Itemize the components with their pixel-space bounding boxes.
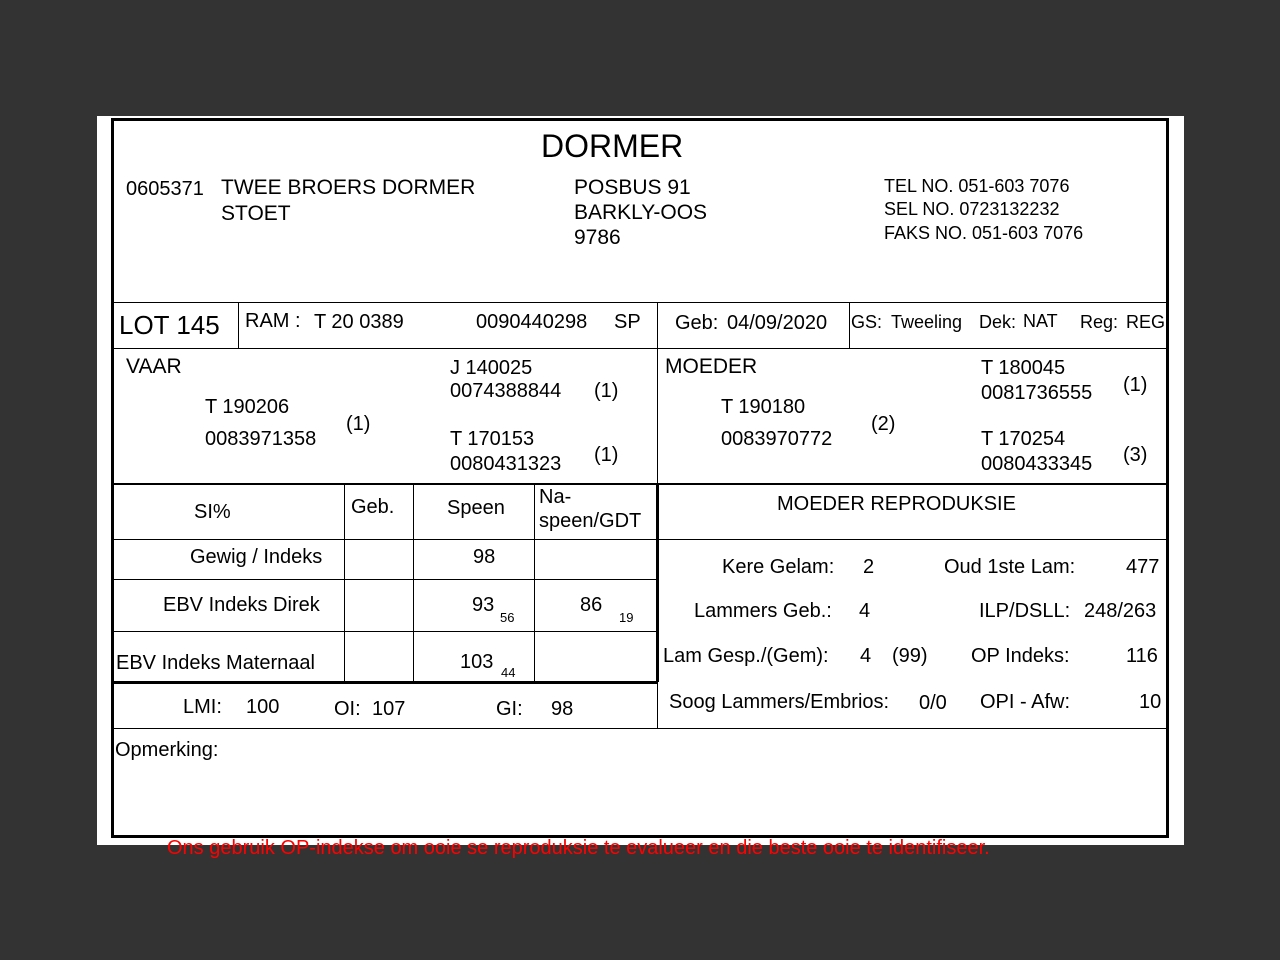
registration-label: Reg:	[1080, 312, 1119, 332]
lambs-born-label: Lammers Geb.:	[694, 600, 832, 622]
gi-value: 98	[551, 698, 574, 720]
lambs-weaned-average: (99)	[892, 645, 928, 667]
oi-label: OI:	[334, 698, 361, 720]
sire-number: 0083971358	[205, 428, 317, 450]
row-label-ebv-maternal: EBV Indeks Maternaal	[116, 652, 315, 674]
mating-value: NAT	[1023, 311, 1058, 331]
ebv-direct-weaning: 93	[472, 594, 495, 616]
lmi-value: 100	[246, 696, 280, 718]
divider-line	[114, 348, 1166, 349]
lot-card	[111, 118, 1169, 838]
fax-number: FAKS NO. 051-603 7076	[884, 223, 1084, 243]
sire-dam-number: 0080431323	[450, 453, 562, 475]
ram-label: RAM :	[245, 310, 301, 332]
ebv-maternal-weaning: 103	[460, 651, 494, 673]
address-line-2: BARKLY-OOS	[574, 201, 708, 224]
ebv-maternal-weaning-accuracy: 44	[501, 665, 516, 680]
dam-sire-number: 0081736555	[981, 382, 1093, 404]
ebv-direct-post-weaning: 86	[580, 594, 603, 616]
birth-status: Tweeling	[891, 312, 963, 332]
divider-line	[238, 302, 239, 348]
divider-line	[114, 579, 657, 580]
si-header: SI%	[194, 501, 231, 523]
times-lambed-label: Kere Gelam:	[722, 556, 835, 578]
dam-reproduction-title: MOEDER REPRODUKSIE	[777, 493, 1016, 515]
breeder-number: 0605371	[126, 178, 204, 200]
sire-label: VAAR	[126, 355, 182, 378]
sire-grade: (1)	[346, 413, 371, 435]
divider-line	[413, 483, 414, 682]
catalogue-sheet	[97, 116, 1184, 859]
weight-index-weaning: 98	[473, 546, 496, 568]
sire-id: T 190206	[205, 396, 290, 418]
sire-dam-id: T 170153	[450, 428, 535, 450]
divider-line	[657, 302, 658, 348]
lambs-weaned-label: Lam Gesp./(Gem):	[663, 645, 829, 667]
cell-number: SEL NO. 0723132232	[884, 199, 1060, 219]
dam-dam-id: T 170254	[981, 428, 1066, 450]
row-label-ebv-direct: EBV Indeks Direk	[163, 594, 320, 616]
dam-sire-grade: (1)	[1123, 374, 1148, 396]
opi-deviation-value: 10	[1139, 691, 1162, 713]
divider-line	[656, 483, 659, 682]
sire-sire-number: 0074388844	[450, 380, 562, 402]
footer-note: Ons gebruik OP-indekse om ooie se reproduksie te evalueer en die beste ooie te identifiseer.	[167, 837, 990, 859]
divider-line	[114, 681, 657, 684]
birth-status-label: GS:	[851, 312, 883, 332]
oi-value: 107	[372, 698, 406, 720]
birth-header: Geb.	[351, 496, 395, 518]
birth-date-label: Geb:	[675, 312, 719, 334]
breeder-name-line-1: TWEE BROERS DORMER	[221, 176, 476, 199]
birth-date: 04/09/2020	[727, 312, 828, 334]
age-first-lamb-value: 477	[1126, 556, 1160, 578]
suckled-lambs-value: 0/0	[919, 692, 947, 714]
gi-label: GI:	[496, 698, 523, 720]
breed-title: DORMER	[541, 128, 684, 164]
opi-deviation-label: OPI - Afw:	[980, 691, 1071, 713]
lmi-label: LMI:	[183, 696, 222, 718]
dam-grade: (2)	[871, 413, 896, 435]
ram-id: T 20 0389	[314, 311, 404, 333]
divider-line	[114, 483, 1166, 485]
divider-line	[657, 348, 658, 483]
dam-dam-grade: (3)	[1123, 444, 1148, 466]
breeder-name-line-2: STOET	[221, 202, 291, 225]
divider-line	[114, 728, 1166, 729]
lambs-born-value: 4	[859, 600, 871, 622]
dam-number: 0083970772	[721, 428, 833, 450]
post-weaning-header-line-1: Na-	[539, 486, 572, 508]
suckled-lambs-label: Soog Lammers/Embrios:	[669, 691, 890, 713]
lot-number: LOT 145	[119, 310, 220, 340]
post-weaning-header-line-2: speen/GDT	[539, 510, 642, 532]
sire-sire-id: J 140025	[450, 357, 533, 379]
ilp-dsll-label: ILP/DSLL:	[979, 600, 1071, 622]
age-first-lamb-label: Oud 1ste Lam:	[944, 556, 1076, 578]
ilp-dsll-value: 248/263	[1084, 600, 1157, 622]
mating-label: Dek:	[979, 312, 1017, 332]
tel-number: TEL NO. 051-603 7076	[884, 176, 1070, 196]
dam-dam-number: 0080433345	[981, 453, 1093, 475]
ram-registration-number: 0090440298	[476, 311, 588, 333]
op-index-label: OP Indeks:	[971, 645, 1070, 667]
remarks-label: Opmerking:	[115, 739, 219, 761]
weaning-header: Speen	[447, 497, 505, 519]
ebv-direct-weaning-accuracy: 56	[500, 610, 515, 625]
address-line-3: 9786	[574, 226, 621, 249]
dam-id: T 190180	[721, 396, 806, 418]
divider-line	[344, 483, 345, 682]
ebv-direct-post-weaning-accuracy: 19	[619, 610, 634, 625]
row-label-weight-index: Gewig / Indeks	[190, 546, 323, 568]
divider-line	[114, 302, 1166, 303]
sire-sire-grade: (1)	[594, 380, 619, 402]
divider-line	[114, 539, 1166, 540]
lambs-weaned-value: 4	[860, 645, 872, 667]
dam-label: MOEDER	[665, 355, 758, 378]
divider-line	[114, 631, 657, 632]
divider-line	[849, 302, 850, 348]
op-index-value: 116	[1126, 645, 1158, 667]
registration-value: REG	[1126, 312, 1166, 332]
ram-grade: SP	[614, 311, 641, 333]
sire-dam-grade: (1)	[594, 444, 619, 466]
dam-sire-id: T 180045	[981, 357, 1066, 379]
divider-line	[657, 682, 658, 728]
times-lambed-value: 2	[863, 556, 875, 578]
divider-line	[534, 483, 535, 682]
address-line-1: POSBUS 91	[574, 176, 691, 199]
